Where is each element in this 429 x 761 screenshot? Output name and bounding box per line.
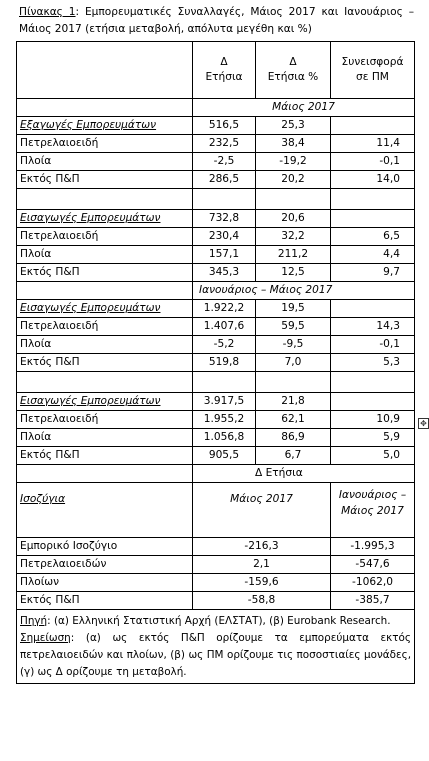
cell-v3: 11,4: [331, 135, 415, 153]
row-label: Πλοία: [17, 429, 193, 447]
table-row: [17, 171, 415, 189]
cell-v2: 25,3: [256, 117, 331, 135]
balance-col-may: Μάιος 2017: [193, 483, 331, 538]
group-label: Εισαγωγές Εμπορευμάτων: [17, 393, 193, 411]
cell-v1: 519,8: [193, 354, 256, 372]
row-label: Πλοία: [17, 153, 193, 171]
table-row: [17, 447, 415, 465]
table-footer: [17, 610, 415, 684]
table-caption: [19, 4, 414, 38]
footer-row: [17, 610, 415, 684]
cell-v3: [331, 117, 415, 135]
row-label: Εκτός Π&Π: [17, 171, 193, 189]
cell-v1: 905,5: [193, 447, 256, 465]
trade-table: [16, 41, 415, 684]
row-label: Πετρελαιοειδή: [17, 411, 193, 429]
table-caption-text: : Εμπορευματικές Συναλλαγές, Μάιος 2017 και Ιανουάριος – Μάιος 2017 (ετήσια μεταβολή, απόλυτα μεγέθη και %): [19, 6, 414, 35]
cell-may: -58,8: [193, 592, 331, 610]
cell-may: -216,3: [193, 538, 331, 556]
cell-v1: 345,3: [193, 264, 256, 282]
cell-v3: 14,3: [331, 318, 415, 336]
section-janmay-label: Ιανουάριος – Μάιος 2017: [193, 282, 415, 300]
row-label: Πετρελαιοειδή: [17, 135, 193, 153]
cell-v3: -0,1: [331, 336, 415, 354]
cell-v3: 9,7: [331, 264, 415, 282]
cell-may: -159,6: [193, 574, 331, 592]
spacer-row: [17, 372, 415, 393]
row-label: Εκτός Π&Π: [17, 264, 193, 282]
cell-v2: 20,6: [256, 210, 331, 228]
table-row: [17, 153, 415, 171]
table-row: [17, 354, 415, 372]
cell-v2: 62,1: [256, 411, 331, 429]
source-line: [20, 613, 411, 630]
row-label: Πετρελαιοειδή: [17, 318, 193, 336]
cell-v2: 19,5: [256, 300, 331, 318]
cell-v1: 230,4: [193, 228, 256, 246]
table-row: [17, 574, 415, 592]
cell-v2: 7,0: [256, 354, 331, 372]
cell-v1: 286,5: [193, 171, 256, 189]
cell-v2: 21,8: [256, 393, 331, 411]
cell-v1: -5,2: [193, 336, 256, 354]
cell-janmay: -385,7: [331, 592, 415, 610]
group-label: Εισαγωγές Εμπορευμάτων: [17, 210, 193, 228]
group-head-janmay-1: [17, 300, 415, 318]
source-text: : (α) Ελληνική Στατιστική Αρχή (ΕΛΣΤΑΤ), (β) Eurobank Research.: [47, 615, 391, 627]
cell-v3: 5,3: [331, 354, 415, 372]
row-label: Πετρελαιοειδή: [17, 228, 193, 246]
row-label: Εκτός Π&Π: [17, 592, 193, 610]
cell-v2: 59,5: [256, 318, 331, 336]
section-may-label: Μάιος 2017: [193, 99, 415, 117]
row-label: Πετρελαιοειδών: [17, 556, 193, 574]
row-label: Πλοία: [17, 246, 193, 264]
table-number: Πίνακας 1: [19, 6, 76, 18]
cell-v2: 86,9: [256, 429, 331, 447]
row-label: Πλοία: [17, 336, 193, 354]
cell-v3: 6,5: [331, 228, 415, 246]
header-delta-annual-pct: Δ Ετήσια %: [256, 42, 331, 99]
balance-delta-header: Δ Ετήσια: [193, 465, 415, 483]
header-contribution: Συνεισφορά σε ΠΜ: [331, 42, 415, 99]
table-row: [17, 135, 415, 153]
header-row: [17, 42, 415, 99]
note-text: : (α) ως εκτός Π&Π ορίζουμε τα εμπορεύματα εκτός πετρελαιοειδών και πλοίων, (β) ως ΠΜ ορίζουμε τις ποσοστιαίες μονάδες, (γ) ως Δ ορίζουμε τη μεταβολή.: [20, 632, 411, 678]
cell-v2: 12,5: [256, 264, 331, 282]
group-label: Εισαγωγές Εμπορευμάτων: [17, 300, 193, 318]
balance-header-row: [17, 483, 415, 538]
table-move-handle-icon[interactable]: ✥: [418, 418, 429, 429]
note-label: Σημείωση: [20, 632, 71, 644]
cell-v1: -2,5: [193, 153, 256, 171]
table-row: [17, 264, 415, 282]
cell-janmay: -547,6: [331, 556, 415, 574]
cell-v2: -9,5: [256, 336, 331, 354]
cell-v2: 6,7: [256, 447, 331, 465]
row-label: Εκτός Π&Π: [17, 447, 193, 465]
cell-v3: 14,0: [331, 171, 415, 189]
row-label: Πλοίων: [17, 574, 193, 592]
section-row-may: [17, 99, 415, 117]
cell-v3: -0,1: [331, 153, 415, 171]
cell-janmay: -1062,0: [331, 574, 415, 592]
cell-v1: 1.407,6: [193, 318, 256, 336]
cell-v2: 211,2: [256, 246, 331, 264]
cell-v3: 4,4: [331, 246, 415, 264]
cell-may: 2,1: [193, 556, 331, 574]
row-label: Εκτός Π&Π: [17, 354, 193, 372]
cell-v2: 32,2: [256, 228, 331, 246]
source-label: Πηγή: [20, 615, 48, 627]
cell-v3: 10,9: [331, 411, 415, 429]
cell-v2: 38,4: [256, 135, 331, 153]
balance-col-janmay: Ιανουάριος – Μάιος 2017: [331, 483, 415, 538]
group-head-exports-may: [17, 117, 415, 135]
cell-v1: 1.056,8: [193, 429, 256, 447]
balance-label: Ισοζύγια: [17, 483, 193, 538]
table-row: [17, 246, 415, 264]
cell-v1: 1.955,2: [193, 411, 256, 429]
group-head-imports-may: [17, 210, 415, 228]
group-head-janmay-2: [17, 393, 415, 411]
cell-v1: 232,5: [193, 135, 256, 153]
cell-v3: [331, 393, 415, 411]
document: [16, 4, 414, 684]
cell-v2: 20,2: [256, 171, 331, 189]
section-row-janmay: [17, 282, 415, 300]
header-delta-annual: Δ Ετήσια: [193, 42, 256, 99]
note-line: [20, 630, 411, 681]
spacer-row: [17, 189, 415, 210]
cell-janmay: -1.995,3: [331, 538, 415, 556]
cell-v3: [331, 210, 415, 228]
table-row: [17, 556, 415, 574]
cell-v1: 157,1: [193, 246, 256, 264]
cell-v1: 516,5: [193, 117, 256, 135]
table-row: [17, 592, 415, 610]
group-label: Εξαγωγές Εμπορευμάτων: [17, 117, 193, 135]
cell-v1: 1.922,2: [193, 300, 256, 318]
table-row: [17, 336, 415, 354]
balance-delta-row: [17, 465, 415, 483]
cell-v2: -19,2: [256, 153, 331, 171]
header-empty: [17, 42, 193, 99]
table-row: [17, 228, 415, 246]
cell-v1: 732,8: [193, 210, 256, 228]
table-row: [17, 538, 415, 556]
cell-v3: 5,0: [331, 447, 415, 465]
row-label: Εμπορικό Ισοζύγιο: [17, 538, 193, 556]
table-row: [17, 429, 415, 447]
table-row: [17, 411, 415, 429]
table-row: [17, 318, 415, 336]
cell-v3: 5,9: [331, 429, 415, 447]
cell-v3: [331, 300, 415, 318]
cell-v1: 3.917,5: [193, 393, 256, 411]
